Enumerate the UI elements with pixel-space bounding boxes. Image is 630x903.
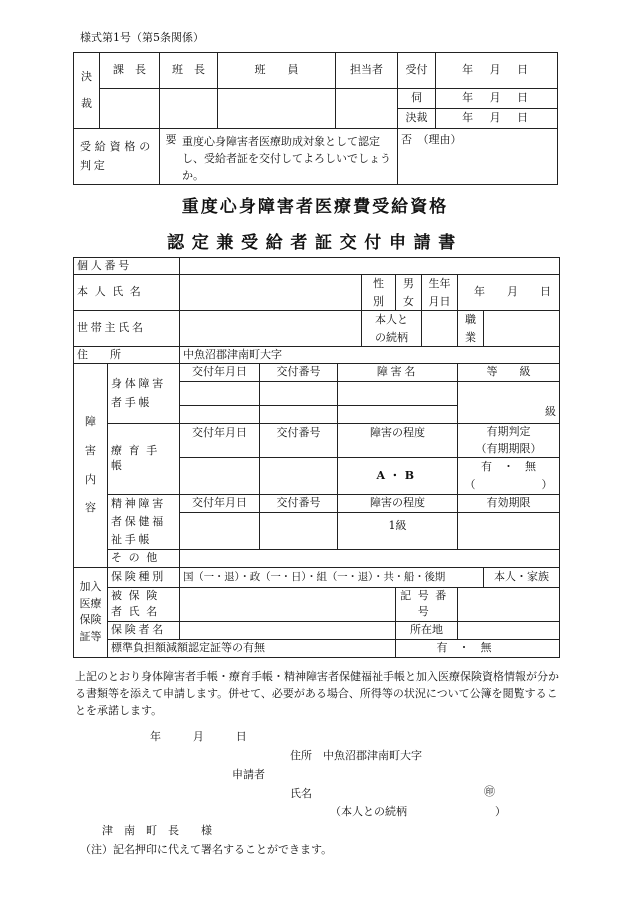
tokyu-field[interactable]: 級 [458, 382, 560, 424]
shokugyo-label-1: 職 [465, 313, 476, 327]
application-table [73, 257, 560, 658]
shozaichi-label: 所在地 [396, 621, 458, 639]
applicant-label: 申請者 [232, 768, 265, 781]
sex-label-2: 別 [373, 294, 384, 308]
ryoiku-issue-date-header: 交付年月日 [180, 424, 260, 458]
ryoiku-ari-nashi[interactable]: 有 ・ 無 [481, 460, 536, 474]
hoken-label: 加入医療保険証等 [74, 567, 108, 657]
ryoiku-issue-no-header: 交付番号 [260, 424, 338, 458]
declaration-text: 上記のとおり身体障害者手帳・療育手帳・精神障害者保健福祉手帳と加入医療保険資格情報が分かる書類等を添えて申請します。併せて、必要がある場合、所得等の状況について公簿を閲覧することを承諾します。 [75, 670, 559, 718]
sign-relationship[interactable]: （本人との続柄 ） [330, 805, 506, 818]
ryoiku-kigen-paren[interactable]: （ ） [464, 477, 553, 491]
yuko-kigen-field[interactable] [458, 512, 560, 549]
tanto-label: 担当者 [336, 53, 398, 89]
shokugyo-field[interactable] [484, 311, 560, 347]
kojin-bango-field[interactable] [180, 258, 560, 275]
yo-text: 重度心身障害者医療助成対象として認定し、受給者証を交付してよろしいでしょうか。 [182, 135, 391, 183]
shintai-issue-no-field-2[interactable] [260, 406, 338, 424]
shogai-naiyo-label: 障害内容 [74, 364, 108, 568]
kigo-bango-field[interactable] [458, 587, 560, 621]
ryoiku-issue-date-field[interactable] [180, 458, 260, 494]
birth-label-2: 月日 [428, 294, 451, 308]
shozaichi-field[interactable] [458, 621, 560, 639]
seishin-issue-date-field[interactable] [180, 512, 260, 549]
uketsuke-label: 受付 [398, 53, 436, 89]
sign-name[interactable]: 氏名 [290, 787, 312, 800]
shintai-techo-label: 身体障害者手帳 [108, 364, 180, 424]
sign-date[interactable]: 年 月 日 [150, 730, 251, 743]
birth-label-1: 生年 [428, 277, 451, 290]
tanto-seal-box[interactable] [336, 89, 398, 129]
uketsuke-date: 年 月 日 [436, 53, 558, 89]
seal-mark: ㊞ [484, 785, 495, 798]
ka-cho-label: 課 長 [100, 53, 160, 89]
sonota-label: その他 [108, 549, 180, 567]
shokugyo-label-2: 業 [465, 330, 476, 344]
setai-nushi-field[interactable] [180, 311, 362, 347]
yuki-hantei-header: 有期判定 [486, 425, 531, 439]
hoken-shubetsu-label: 保険種別 [108, 567, 180, 587]
shintai-issue-no-field[interactable] [260, 382, 338, 406]
zokugara-label-2: の続柄 [375, 330, 408, 344]
yo-label: 要 [165, 133, 177, 146]
form-number: 様式第1号（第5条関係） [80, 31, 204, 44]
sex-female[interactable]: 女 [403, 294, 414, 308]
seishin-issue-no-header: 交付番号 [260, 494, 338, 512]
seishin-ikkyu[interactable]: 1級 [338, 512, 458, 549]
gengaku-label: 標準負担額減額認定証等の有無 [108, 639, 396, 657]
seishin-teido-header: 障害の程度 [338, 494, 458, 512]
shintai-issue-date-field-2[interactable] [180, 406, 260, 424]
ryoiku-a-b[interactable]: A・B [338, 458, 458, 494]
honnin-shimei-field[interactable] [180, 275, 362, 311]
gengaku-ari-nashi[interactable]: 有 ・ 無 [396, 639, 560, 657]
hihokensha-label: 被保険者氏名 [108, 587, 180, 621]
approval-table [73, 52, 558, 185]
shogai-mei-header: 障害名 [338, 364, 458, 382]
ukagai-label: 伺 [398, 89, 436, 109]
sonota-field[interactable] [180, 549, 560, 567]
jusho-label: 住 所 [74, 347, 180, 364]
seishin-issue-date-header: 交付年月日 [180, 494, 260, 512]
footnote: （注）記名押印に代えて署名することができます。 [80, 843, 333, 856]
honnin-kazoku-options[interactable]: 本人・家族 [484, 567, 560, 587]
shogai-mei-field[interactable] [338, 382, 458, 406]
zokugara-label-1: 本人と [375, 313, 408, 327]
kessai-date: 年 月 日 [436, 109, 558, 129]
shintai-issue-no-header: 交付番号 [260, 364, 338, 382]
hokensha-mei-field[interactable] [180, 621, 396, 639]
hoken-shubetsu-options[interactable]: 国（一・退）・政（一・日）・組（一・退）・共・船・後期 [180, 567, 484, 587]
ukagai-date: 年 月 日 [436, 89, 558, 109]
kigo-bango-label: 記号番号 [396, 587, 458, 621]
tokyu-header: 等 級 [458, 364, 560, 382]
ryoiku-teido-header: 障害の程度 [338, 424, 458, 458]
yuko-kigen-header: 有効期限 [458, 494, 560, 512]
han-cho-label: 班 長 [160, 53, 218, 89]
sex-male[interactable]: 男 [403, 277, 414, 290]
shogai-mei-field-2[interactable] [338, 406, 458, 424]
han-in-label: 班 員 [218, 53, 336, 89]
addressee: 津 南 町 長 様 [102, 824, 212, 837]
hokensha-mei-label: 保険者名 [108, 621, 180, 639]
sign-address[interactable]: 住所 中魚沼郡津南町大字 [290, 749, 422, 762]
sex-label-1: 性 [373, 277, 384, 290]
judgment-label: 受給資格の判定 [74, 129, 160, 185]
shintai-issue-date-field[interactable] [180, 382, 260, 406]
hi-label: 否 （理由） [398, 129, 558, 185]
ryoiku-techo-label: 療育手帳 [108, 424, 180, 494]
hihokensha-field[interactable] [180, 587, 396, 621]
han-in-seal-box[interactable] [218, 89, 336, 129]
address-field[interactable]: 中魚沼郡津南町大字 [180, 347, 560, 364]
seishin-techo-label: 精神障害者保健福祉手帳 [108, 494, 180, 549]
kessai2-label: 決裁 [398, 109, 436, 129]
setai-nushi-label: 世帯主氏名 [74, 311, 180, 347]
kessai-label: 決裁 [74, 53, 100, 129]
ka-cho-seal-box[interactable] [100, 89, 160, 129]
shintai-issue-date-header: 交付年月日 [180, 364, 260, 382]
kojin-bango-label: 個人番号 [74, 258, 180, 275]
han-cho-seal-box[interactable] [160, 89, 218, 129]
birth-date-field[interactable]: 年 月 日 [458, 275, 560, 311]
seishin-issue-no-field[interactable] [260, 512, 338, 549]
title-line1: 重度心身障害者医療費受給資格 [181, 197, 449, 217]
title-line2: 認定兼受給者証交付申請書 [167, 233, 463, 253]
honnin-shimei-label: 本人氏名 [74, 275, 180, 311]
yuki-kigen-header: （有期期限） [475, 441, 542, 455]
ryoiku-issue-no-field[interactable] [260, 458, 338, 494]
zokugara-field[interactable] [422, 311, 458, 347]
